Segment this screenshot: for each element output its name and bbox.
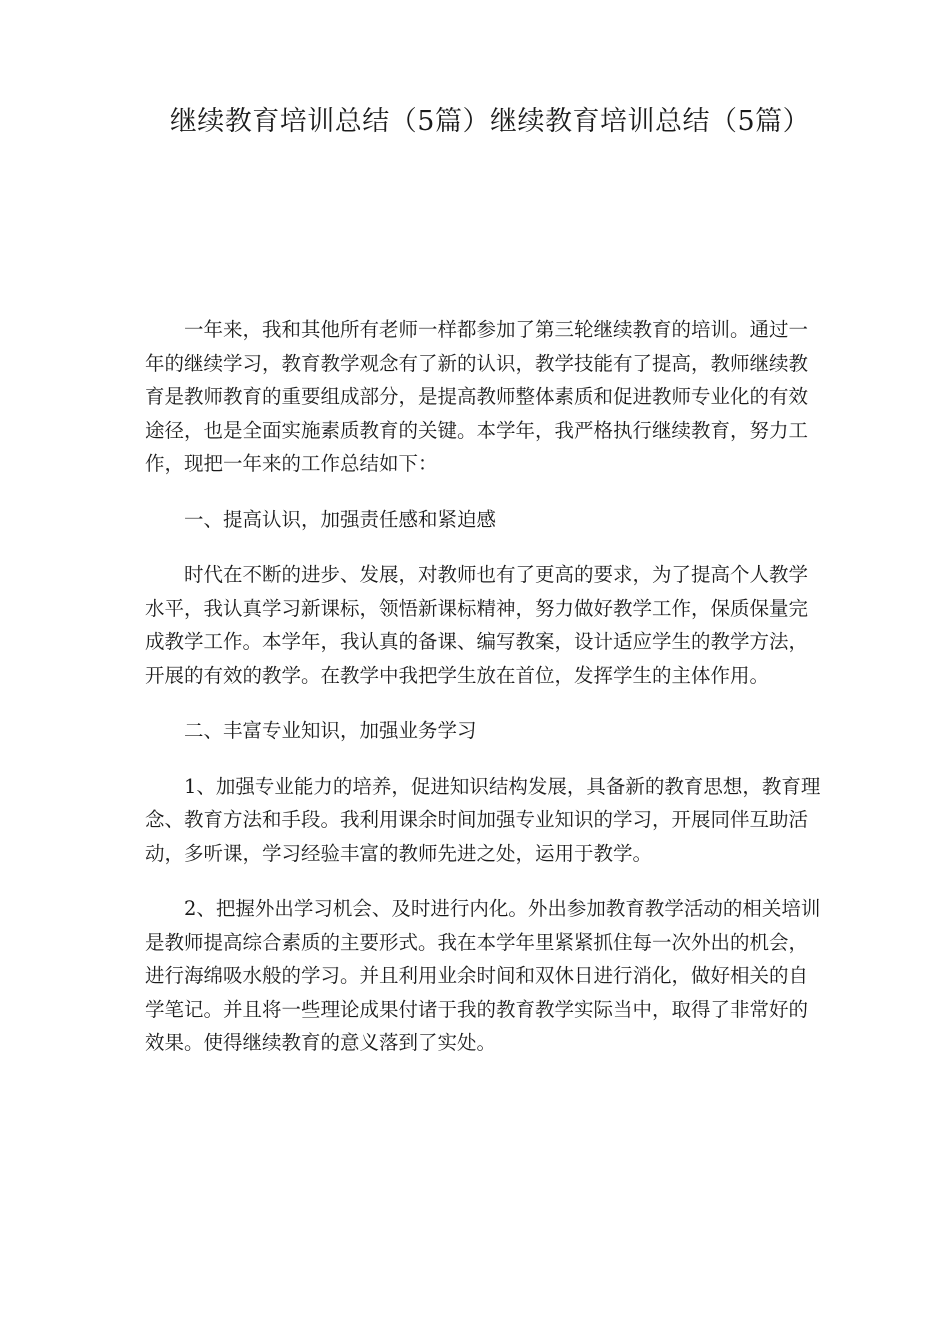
document-body: [145, 313, 825, 1082]
paragraph-intro: 一年来，我和其他所有老师一样都参加了第三轮继续教育的培训。通过一年的继续学习，教育教学观念有了新的认识，教学技能有了提高，教师继续教育是教师教育的重要组成部分，是提高教师整体素质和促进教师专业化的有效途径，也是全面实施素质教育的关键。本学年，我严格执行继续教育，努力工作，现把一年来的工作总结如下：: [145, 318, 809, 475]
section-heading-1: 一、提高认识，加强责任感和紧迫感: [184, 507, 497, 531]
document-title: 继续教育培训总结（5篇）继续教育培训总结（5篇）: [169, 106, 811, 137]
section-heading-2: 二、丰富专业知识，加强业务学习: [184, 719, 477, 742]
paragraph-item-2: 2、把握外出学习机会、及时进行内化。外出参加教育教学活动的相关培训是教师提高综合素质的主要形式。我在本学年里紧紧抓住每一次外出的机会，进行海绵吸水般的学习。并且利用业余时间和双休日进行消化，做好相关的自学笔记。并且将一些理论成果付诸于我的教育教学实际当中，取得了非常好的效果。使得继续教育的意义落到了实处。: [145, 897, 821, 1054]
paragraph-item-1: 1、加强专业能力的培养，促进知识结构发展，具备新的教育思想，教育理念、教育方法和手段。我利用课余时间加强专业知识的学习，开展同伴互助活动，多听课，学习经验丰富的教师先进之处，运用于教学。: [145, 774, 821, 865]
paragraph-section-1: 时代在不断的进步、发展，对教师也有了更高的要求，为了提高个人教学水平，我认真学习新课标，领悟新课标精神，努力做好教学工作，保质保量完成教学工作。本学年，我认真的备课、编写教案，设计适应学生的教学方法，开展的有效的教学。在教学中我把学生放在首位，发挥学生的主体作用。: [145, 563, 809, 687]
